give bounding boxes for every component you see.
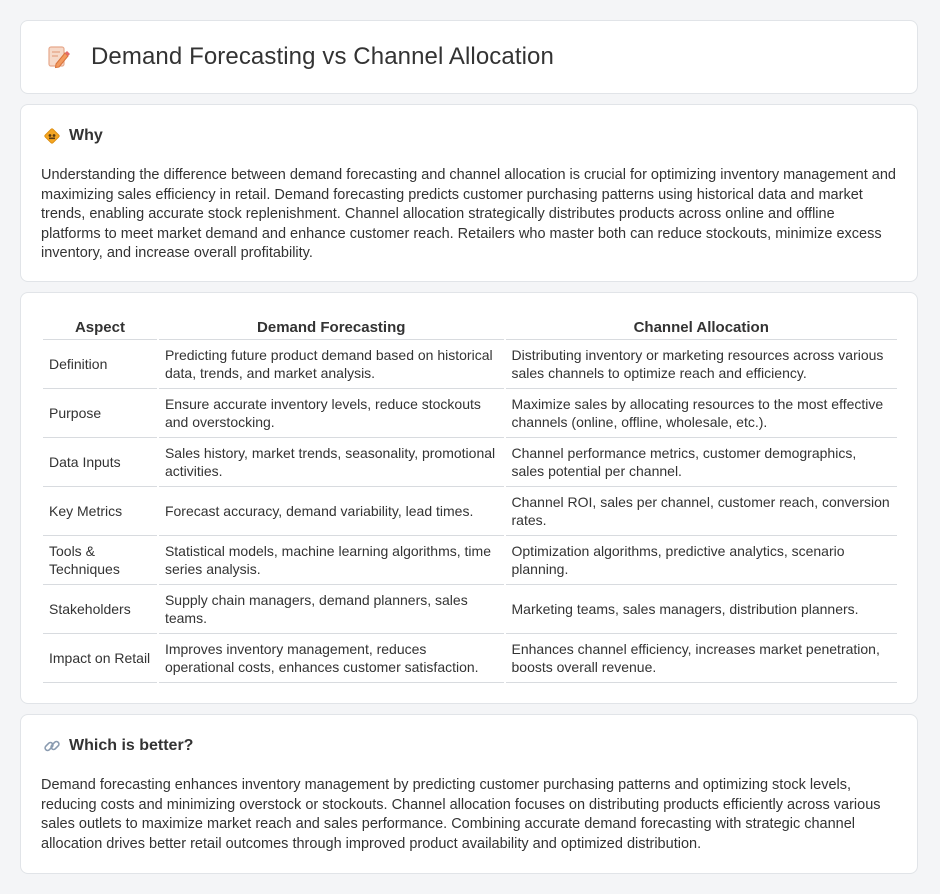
why-title: Why (69, 127, 103, 144)
which-is-better-section (20, 714, 918, 874)
demand-forecasting-cell: Sales history, market trends, seasonality, promotional activities. (159, 438, 504, 487)
table-row (43, 536, 897, 585)
demand-forecasting-cell: Statistical models, machine learning algorithms, time series analysis. (159, 536, 504, 585)
channel-allocation-cell: Channel ROI, sales per channel, customer reach, conversion rates. (506, 487, 898, 536)
channel-allocation-cell: Optimization algorithms, predictive analytics, scenario planning. (506, 536, 898, 585)
demand-forecasting-cell: Improves inventory management, reduces operational costs, enhances customer satisfaction. (159, 634, 504, 683)
aspect-cell: Definition (43, 340, 157, 389)
comparison-section (20, 292, 918, 704)
channel-allocation-cell: Enhances channel efficiency, increases market penetration, boosts overall revenue. (506, 634, 898, 683)
table-row (43, 487, 897, 536)
document-edit-icon (45, 44, 71, 70)
aspect-cell: Purpose (43, 389, 157, 438)
table-row (43, 389, 897, 438)
why-heading (43, 127, 103, 145)
header (45, 43, 554, 71)
header-aspect: Aspect (43, 315, 157, 340)
table-row (43, 634, 897, 683)
why-text: Understanding the difference between demand forecasting and channel allocation is crucial for optimizing inventory management and maximizing sales efficiency in retail. Demand forecasting predicts customer purchasing patterns using historical data and market trends, enabling accurate stock replenishment. Channel allocation strategically distributes products across online and offline platforms to meet market demand and enhance customer reach. Retailers who master both can reduce stockouts, minimize excess inventory, and increase overall profitability. (41, 167, 896, 262)
aspect-cell: Tools & Techniques (43, 536, 157, 585)
aspect-cell: Data Inputs (43, 438, 157, 487)
channel-allocation-cell: Marketing teams, sales managers, distribution planners. (506, 585, 898, 634)
aspect-cell: Key Metrics (43, 487, 157, 536)
channel-allocation-cell: Channel performance metrics, customer demographics, sales potential per channel. (506, 438, 898, 487)
header-demand-forecasting: Demand Forecasting (159, 315, 504, 340)
demand-forecasting-cell: Forecast accuracy, demand variability, lead times. (159, 487, 504, 536)
demand-forecasting-cell: Ensure accurate inventory levels, reduce stockouts and overstocking. (159, 389, 504, 438)
aspect-cell: Stakeholders (43, 585, 157, 634)
header-card (20, 20, 918, 94)
demand-forecasting-cell: Predicting future product demand based on historical data, trends, and market analysis. (159, 340, 504, 389)
better-text: Demand forecasting enhances inventory management by predicting customer purchasing patterns and optimizing stock levels, reducing costs and minimizing overstock or stockouts. Channel allocation focuses on distributing products efficiently across various sales outlets to maximize market reach and sales performance. Combining accurate demand forecasting with strategic channel allocation drives better retail outcomes through improved product availability and optimized distribution. (41, 777, 881, 852)
why-section (20, 104, 918, 282)
page-title: Demand Forecasting vs Channel Allocation (91, 43, 554, 70)
better-title: Which is better? (69, 737, 194, 754)
link-icon (43, 737, 61, 755)
better-heading (43, 737, 193, 755)
table-row (43, 340, 897, 389)
warning-sign-icon (43, 127, 61, 145)
demand-forecasting-cell: Supply chain managers, demand planners, sales teams. (159, 585, 504, 634)
table-row (43, 438, 897, 487)
comparison-table (41, 315, 899, 683)
table-row (43, 585, 897, 634)
channel-allocation-cell: Distributing inventory or marketing resources across various sales channels to optimize reach and efficiency. (506, 340, 898, 389)
header-channel-allocation: Channel Allocation (506, 315, 898, 340)
channel-allocation-cell: Maximize sales by allocating resources to the most effective channels (online, offline, wholesale, etc.). (506, 389, 898, 438)
table-header-row (43, 315, 897, 340)
aspect-cell: Impact on Retail (43, 634, 157, 683)
